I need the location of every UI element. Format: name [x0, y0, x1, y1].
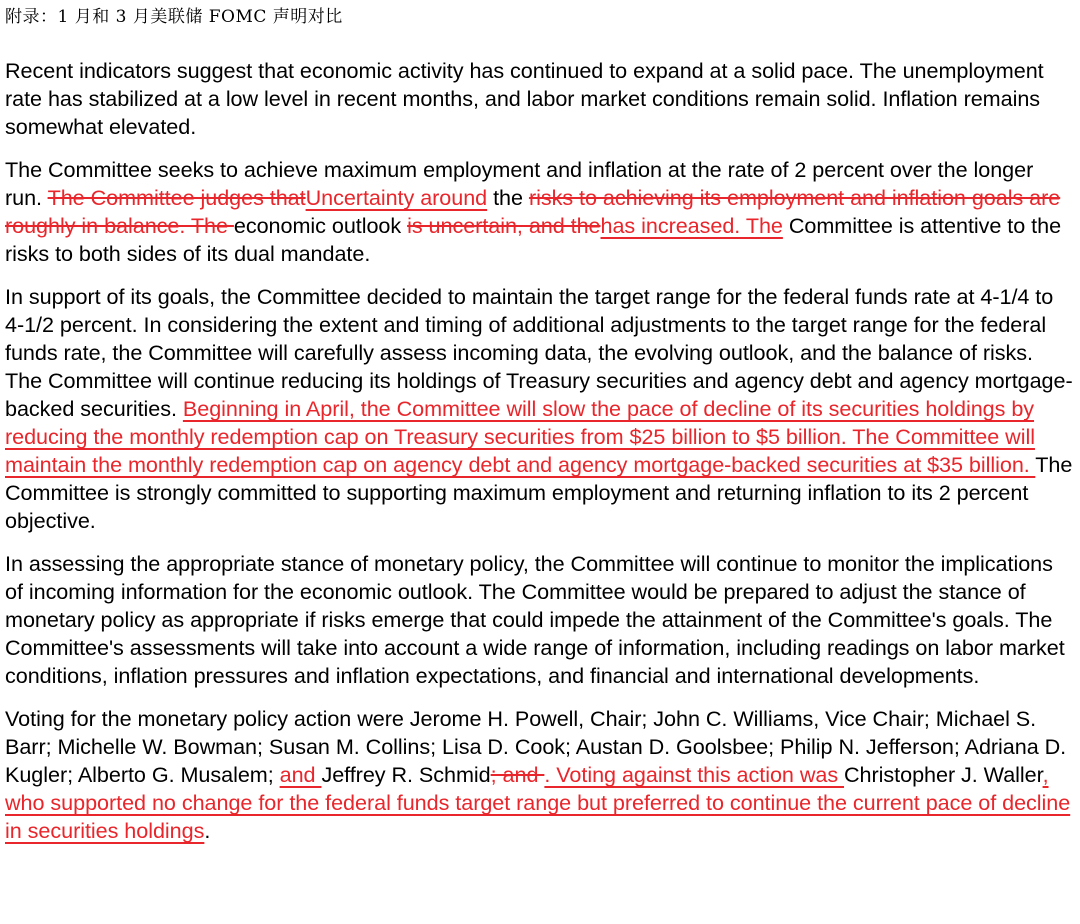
inserted-text: Uncertainty around: [305, 185, 488, 210]
statement-comparison-document: [5, 4, 1075, 860]
inserted-text: , who supported no change for the federal funds target range but preferred to continue the current pace of decline in securities holdings: [5, 762, 1071, 843]
paragraph-voting-record: [5, 705, 1075, 845]
deleted-text: is uncertain, and the: [407, 213, 601, 238]
statement-text: economic outlook: [233, 213, 408, 238]
statement-text: Jeffrey R. Schmid: [321, 762, 491, 787]
paragraph-economic-activity: [5, 57, 1075, 141]
inserted-text: Beginning in April, the Committee will slow the pace of decline of its securities holdings by reducing the monthly redemption cap on Treasury securities from $25 billion to $5 billion. The Committee will maintain the monthly redemption cap on agency debt and agency mortgage-backed securities at $35 billion.: [5, 396, 1036, 477]
inserted-text: and: [279, 762, 322, 787]
statement-text: The Committee seeks to achieve maximum employment and inflation at the rate of 2 percent over the longer run.: [5, 157, 1034, 210]
paragraph-policy-stance: [5, 550, 1075, 690]
paragraph-committee-goals: [5, 156, 1075, 268]
statement-text: Committee is attentive to the risks to both sides of its dual mandate.: [5, 213, 1062, 266]
statement-text: Voting for the monetary policy action were Jerome H. Powell, Chair; John C. Williams, Vice Chair; Michael S. Barr; Michelle W. Bowman; Susan M. Collins; Lisa D. Cook; Austan D. Goolsbee; Philip N. Jefferson; Adriana D. Kugler; Alberto G. Musalem;: [5, 706, 1067, 787]
statement-text: the: [487, 185, 529, 210]
inserted-text: has increased. The: [600, 213, 783, 238]
statement-text: .: [204, 818, 211, 843]
statement-text: Christopher J. Waller: [844, 762, 1043, 787]
statement-text: Recent indicators suggest that economic activity has continued to expand at a solid pace. The unemployment rate has stabilized at a low level in recent months, and labor market conditions remain solid. Inflation remains somewhat elevated.: [5, 58, 1044, 139]
statement-text: In assessing the appropriate stance of monetary policy, the Committee will continue to monitor the implications of incoming information for the economic outlook. The Committee would be prepared to adjust the stance of monetary policy as appropriate if risks emerge that could impede the attainment of the Committee's goals. The Committee's assessments will take into account a wide range of information, including readings on labor market conditions, inflation pressures and inflation expectations, and financial and international developments.: [5, 551, 1065, 688]
deleted-text: The Committee judges that: [47, 185, 306, 210]
inserted-text: . Voting against this action was: [544, 762, 845, 787]
paragraph-policy-decision: [5, 283, 1075, 535]
statement-text: In support of its goals, the Committee decided to maintain the target range for the federal funds rate at 4-1/4 to 4-1/2 percent. In considering the extent and timing of additional adjustments to the target range for the federal funds rate, the Committee will carefully assess incoming data, the evolving outlook, and the balance of risks. The Committee will continue reducing its holdings of Treasury securities and agency debt and agency mortgage-backed securities.: [5, 284, 1073, 421]
appendix-title: 附录：1 月和 3 月美联储 FOMC 声明对比: [5, 7, 343, 27]
statement-text: The Committee is strongly committed to supporting maximum employment and returning inflation to its 2 percent objective.: [5, 452, 1073, 533]
deleted-text: risks to achieving its employment and inflation goals are roughly in balance. The: [5, 185, 1061, 238]
deleted-text: ; and: [490, 762, 545, 787]
